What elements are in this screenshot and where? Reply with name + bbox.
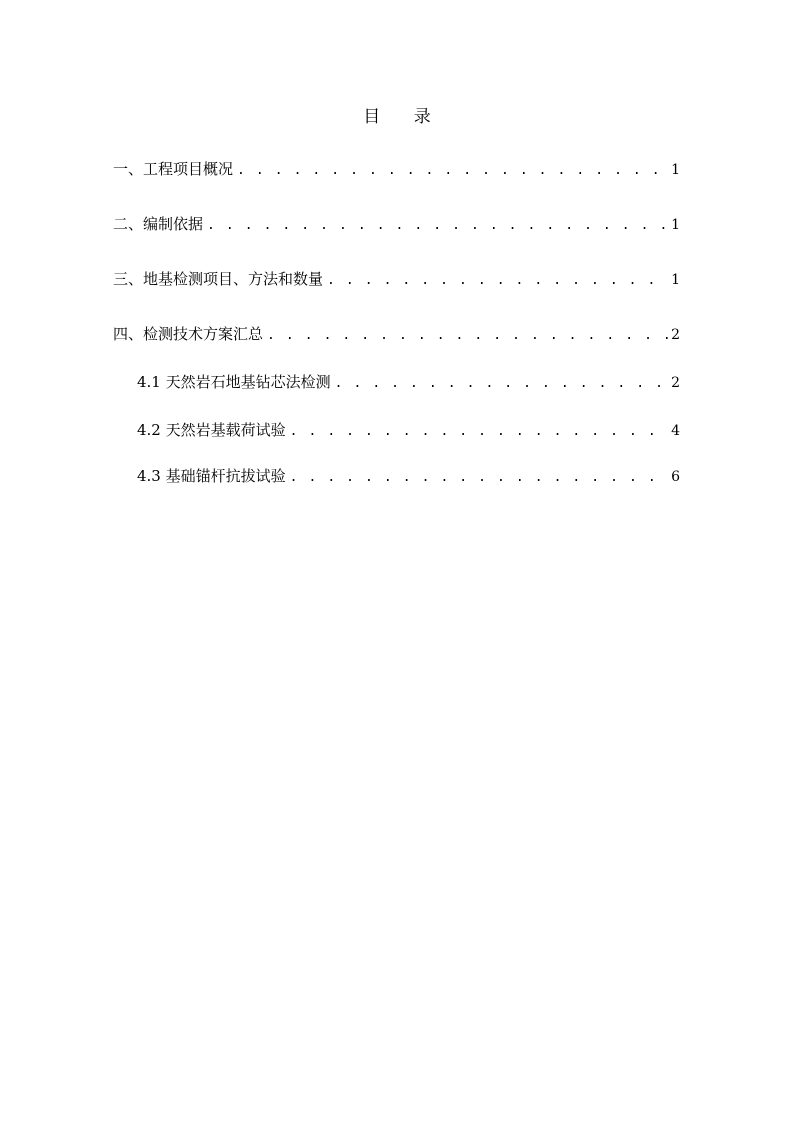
- toc-page-number: 1: [671, 272, 680, 288]
- toc-page-number: 2: [671, 375, 680, 391]
- toc-entry-text: 4.1 天然岩石地基钻芯法检测: [137, 373, 331, 391]
- toc-entry-technical-summary[interactable]: [113, 323, 680, 345]
- toc-page-number: 4: [671, 423, 680, 439]
- toc-leader-dots: [267, 325, 668, 347]
- toc-subentry-core-drilling[interactable]: [137, 371, 680, 393]
- toc-page-number: 1: [671, 217, 680, 233]
- toc-leader-dots: [290, 467, 668, 489]
- toc-leader-dots: [237, 160, 668, 182]
- toc-page-number: 6: [671, 469, 680, 485]
- toc-entry-project-overview[interactable]: [113, 158, 680, 180]
- toc-leader-dots: [327, 270, 668, 292]
- toc-subentry-anchor-pullout-test[interactable]: [137, 465, 680, 487]
- toc-entry-text: 一、工程项目概况: [113, 160, 234, 178]
- toc-page-number: 1: [671, 162, 680, 178]
- toc-leader-dots: [290, 421, 668, 443]
- toc-title: 目 录: [363, 107, 445, 127]
- toc-entry-text: 4.2 天然岩基载荷试验: [137, 421, 286, 439]
- toc-entry-text: 二、编制依据: [113, 215, 204, 233]
- toc-entry-text: 四、检测技术方案汇总: [113, 325, 264, 343]
- toc-leader-dots: [207, 215, 668, 237]
- toc-entry-compilation-basis[interactable]: [113, 213, 680, 235]
- toc-page-number: 2: [671, 327, 680, 343]
- toc-entry-text: 三、地基检测项目、方法和数量: [113, 270, 324, 288]
- toc-entry-text: 4.3 基础锚杆抗拔试验: [137, 467, 286, 485]
- toc-subentry-load-test[interactable]: [137, 419, 680, 441]
- toc-leader-dots: [335, 373, 668, 395]
- toc-entry-inspection-items[interactable]: [113, 268, 680, 290]
